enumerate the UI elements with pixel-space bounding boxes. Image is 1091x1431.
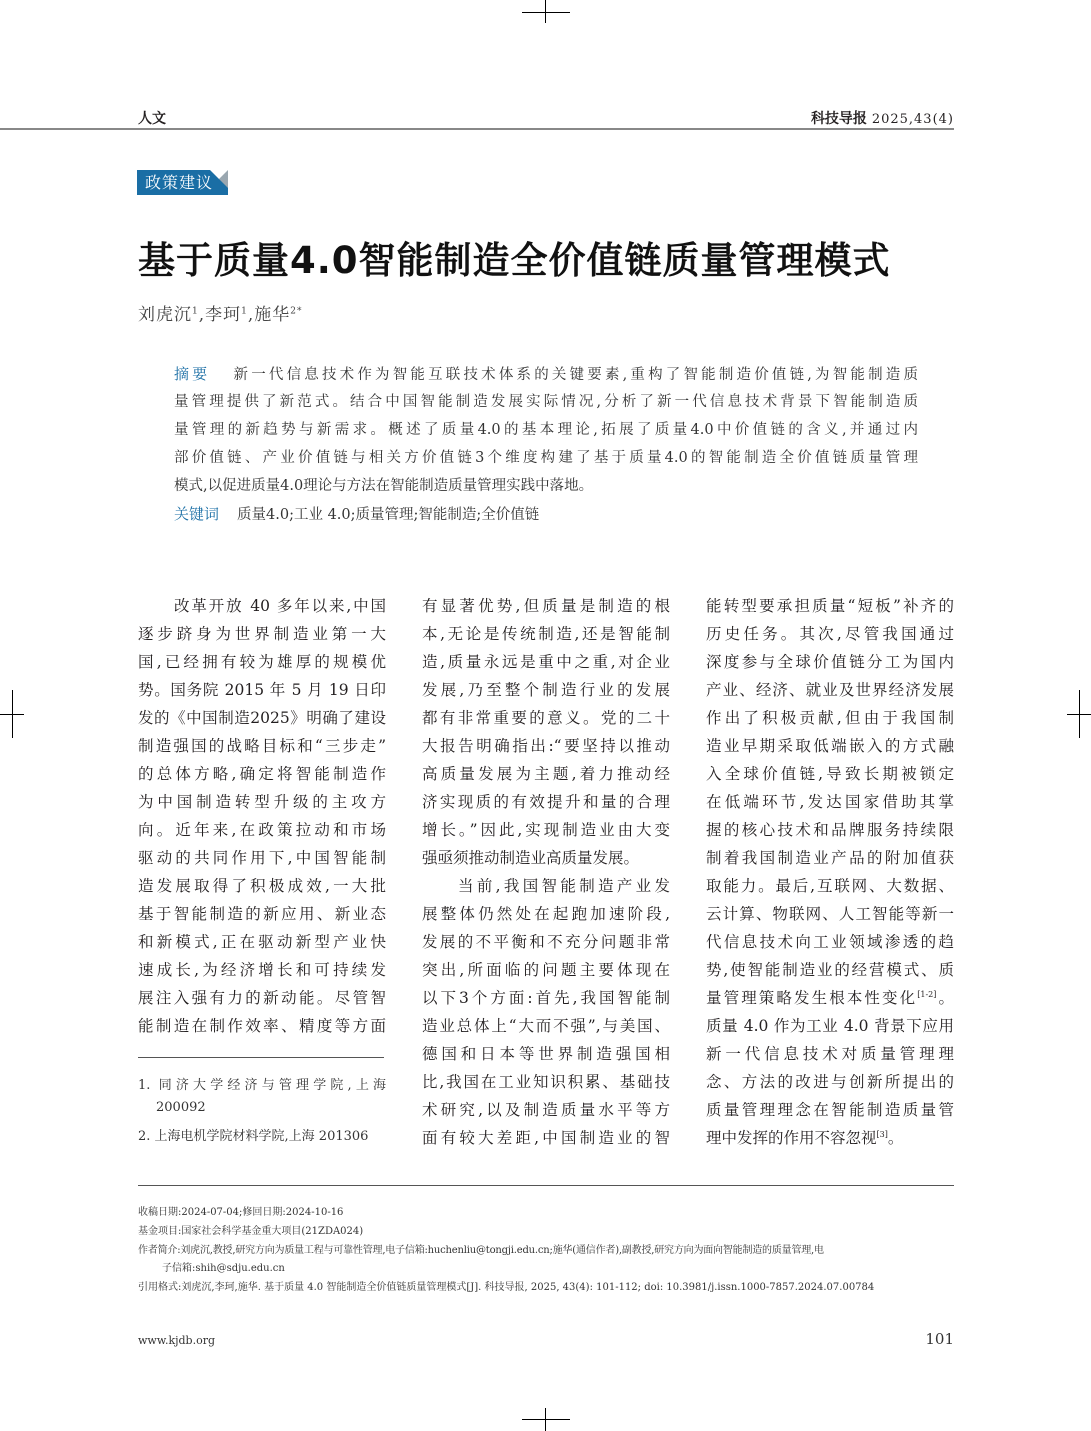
body-line	[706, 760, 954, 788]
crop-mark-left-h	[0, 714, 24, 715]
body-line	[706, 648, 954, 676]
body-text: 为中国制造转型升级的主攻方	[138, 793, 386, 811]
body-text: 历史任务。其次,尽管我国通过	[706, 625, 954, 643]
body-text: 基于智能制造的新应用、新业态	[138, 905, 386, 923]
body-text: 理中发挥的作用不容忽视	[706, 1129, 877, 1147]
body-line	[706, 844, 954, 872]
body-line	[422, 844, 670, 872]
body-line	[138, 676, 386, 704]
body-text: 质量管理理念在智能制造质量管	[706, 1101, 954, 1119]
body-column-1	[138, 592, 386, 1040]
author: 刘虎沉	[138, 305, 192, 325]
running-header-section: 人文	[138, 111, 166, 127]
body-line	[422, 1124, 670, 1152]
author-list	[138, 300, 303, 325]
body-text: 面有较大差距,中国制造业的智	[422, 1129, 670, 1147]
abstract-text: 量管理的新趋势与新需求。概述了质量4.0的基本理论,拓展了质量4.0中价值链的含义,并通过内	[174, 422, 918, 438]
abstract-line	[174, 388, 918, 416]
author-affiliation-mark: 1	[192, 306, 199, 317]
body-line	[706, 732, 954, 760]
punctuation: 。	[887, 1129, 904, 1147]
author-affiliation-mark: 1	[241, 306, 248, 317]
body-text: 势,使智能制造业的经营模式、质	[706, 961, 954, 979]
body-text: 驱动的共同作用下,中国智能制	[138, 849, 386, 867]
author-bio: 作者简介:刘虎沉,教授,研究方向为质量工程与可靠性管理,电子信箱:huchenliu@tongji.edu.cn;施华(通信作者),副教授,研究方向为面向智能制造的质量管理,电	[138, 1245, 824, 1256]
abstract-text: 部价值链、产业价值链与相关方价值链3个维度构建了基于质量4.0的智能制造全价值链质量管理	[174, 450, 918, 466]
body-text: 展整体仍然处在起跑加速阶段,	[422, 905, 670, 923]
body-text: 比,我国在工业知识积累、基础技	[422, 1073, 670, 1091]
page-number: 101	[925, 1330, 954, 1348]
body-line	[138, 872, 386, 900]
body-text: 质量 4.0 作为工业 4.0 背景下应用	[706, 1017, 954, 1035]
body-text: 以下3个方面:首先,我国智能制	[422, 989, 670, 1007]
body-text: 德国和日本等世界制造强国相	[422, 1045, 670, 1063]
body-line	[422, 816, 670, 844]
body-line	[138, 732, 386, 760]
article-title: 基于质量4.0智能制造全价值链质量管理模式	[138, 239, 891, 282]
body-text: 都有非常重要的意义。党的二十	[422, 709, 670, 727]
body-line	[706, 788, 954, 816]
body-line	[138, 816, 386, 844]
body-text: 产业、经济、就业及世界经济发展	[706, 681, 954, 699]
column-tag: 政策建议	[137, 170, 228, 195]
body-line	[422, 788, 670, 816]
journal-name: 科技导报	[810, 111, 867, 127]
body-line	[706, 620, 954, 648]
body-text: 国,已经拥有较为雄厚的规模优	[138, 653, 386, 671]
body-text: 突出,所面临的问题主要体现在	[422, 961, 670, 979]
body-text: 代信息技术向工业领域渗透的趋	[706, 933, 954, 951]
separator: ,	[198, 305, 206, 325]
body-line	[422, 620, 670, 648]
crop-mark-top-h	[522, 12, 570, 13]
body-line	[422, 984, 670, 1012]
body-text: 改革开放 40 多年以来,中国	[174, 597, 386, 615]
abstract-line	[174, 360, 918, 388]
body-text: 造发展取得了积极成效,一大批	[138, 877, 386, 895]
body-line	[422, 1068, 670, 1096]
body-line	[706, 956, 954, 984]
body-line	[422, 732, 670, 760]
body-text: 念、方法的改进与创新所提出的	[706, 1073, 954, 1091]
body-text: 新一代信息技术对质量管理理	[706, 1045, 954, 1063]
abstract-line	[174, 444, 918, 472]
affiliation-1: 1. 同济大学经济与管理学院,上海	[138, 1078, 386, 1093]
body-text: 本,无论是传统制造,还是智能制	[422, 625, 670, 643]
body-line	[138, 648, 386, 676]
body-line	[422, 1012, 670, 1040]
abstract	[174, 360, 918, 528]
body-line	[422, 1096, 670, 1124]
body-text: 造,质量永远是重中之重,对企业	[422, 653, 670, 671]
body-line	[138, 900, 386, 928]
body-line	[422, 928, 670, 956]
body-line	[138, 592, 386, 620]
body-text: 深度参与全球价值链分工为国内	[706, 653, 954, 671]
citation-link[interactable]: [3]	[876, 1130, 888, 1139]
author: 李珂	[205, 305, 242, 325]
body-text: 造业早期采取低端嵌入的方式融	[706, 737, 954, 755]
body-line	[706, 1068, 954, 1096]
body-line	[138, 760, 386, 788]
body-line	[422, 592, 670, 620]
running-header-journal	[811, 108, 954, 128]
abstract-text: 新一代信息技术作为智能互联技术体系的关键要素,重构了智能制造价值链,为智能制造质	[230, 367, 918, 383]
body-text: 发展的不平衡和不充分问题非常	[422, 933, 670, 951]
body-line	[706, 928, 954, 956]
body-text: 展注入强有力的新动能。尽管智	[138, 989, 386, 1007]
body-text: 速成长,为经济增长和可持续发	[138, 961, 386, 979]
body-text: 势。国务院 2015 年 5 月 19 日印	[138, 681, 386, 699]
body-line	[706, 816, 954, 844]
affiliation-1-postcode: 200092	[156, 1100, 206, 1115]
crop-mark-bottom-h	[522, 1419, 570, 1420]
body-text: 增长。”因此,实现制造业由大变	[422, 821, 670, 839]
body-column-3	[706, 592, 954, 1152]
body-line	[138, 620, 386, 648]
body-text: 有显著优势,但质量是制造的根	[422, 597, 670, 615]
keywords-label: 关键词	[174, 505, 220, 523]
body-line	[422, 676, 670, 704]
body-line	[706, 984, 954, 1012]
crop-mark-right-h	[1067, 714, 1091, 715]
body-line	[706, 872, 954, 900]
body-line	[422, 872, 670, 900]
body-text: 造业总体上“大而不强”,与美国、	[422, 1017, 670, 1035]
body-line	[422, 648, 670, 676]
author: 施华	[254, 305, 291, 325]
body-line	[138, 844, 386, 872]
body-text: 作出了积极贡献,但由于我国制	[706, 709, 954, 727]
body-line	[706, 592, 954, 620]
body-line	[422, 760, 670, 788]
body-text: 能转型要承担质量“短板”补齐的	[706, 597, 954, 615]
body-text: 在低端环节,发达国家借助其掌	[706, 793, 954, 811]
body-line	[138, 956, 386, 984]
body-line	[138, 704, 386, 732]
body-text: 济实现质的有效提升和量的合理	[422, 793, 670, 811]
footnote-rule	[138, 1057, 384, 1058]
body-text: 握的核心技术和品牌服务持续限	[706, 821, 954, 839]
journal-issue: 2025,43(4)	[871, 112, 954, 127]
body-text: 大报告明确指出:“要坚持以推动	[422, 737, 670, 755]
citation-format: 引用格式:刘虎沉,李珂,施华. 基于质量 4.0 智能制造全价值链质量管理模式[J]. 科技导报, 2025, 43(4): 101-112; doi: 10.3981/j.issn.1000-7857.2024.07.00784	[138, 1282, 875, 1293]
keywords-text: 质量4.0;工业 4.0;质量管理;智能制造;全价值链	[237, 507, 540, 523]
received-dates: 收稿日期:2024-07-04;修回日期:2024-10-16	[138, 1207, 344, 1218]
body-line	[422, 704, 670, 732]
body-text: 量管理策略发生根本性变化	[706, 989, 918, 1007]
body-text: 制着我国制造业产品的附加值获	[706, 849, 954, 867]
body-line	[706, 676, 954, 704]
meta-rule	[138, 1185, 954, 1186]
affiliation-2: 2. 上海电机学院材料学院,上海 201306	[138, 1129, 369, 1144]
body-line	[706, 1040, 954, 1068]
body-text: 制造强国的战略目标和“三步走”	[138, 737, 386, 755]
body-column-2	[422, 592, 670, 1152]
separator: ,	[247, 305, 255, 325]
fund-info: 基金项目:国家社会科学基金重大项目(21ZDA024)	[138, 1226, 364, 1237]
body-line	[422, 1040, 670, 1068]
body-line	[706, 1124, 954, 1152]
body-text: 强亟须推动制造业高质量发展。	[422, 849, 640, 867]
body-text: 能制造在制作效率、精度等方面	[138, 1017, 386, 1035]
body-text: 入全球价值链,导致长期被锁定	[706, 765, 954, 783]
abstract-label: 摘要	[174, 365, 211, 383]
body-text: 和新模式,正在驱动新型产业快	[138, 933, 386, 951]
body-line	[138, 788, 386, 816]
body-text: 发的《中国制造2025》明确了建设	[138, 709, 386, 727]
body-text: 当前,我国智能制造产业发	[458, 877, 670, 895]
body-line	[706, 704, 954, 732]
author-bio-cont: 子信箱:shih@sdju.edu.cn	[162, 1263, 285, 1274]
abstract-text: 量管理提供了新范式。结合中国智能制造发展实际情况,分析了新一代信息技术背景下智能制造质	[174, 394, 918, 410]
body-line	[706, 1012, 954, 1040]
body-text: 的总体方略,确定将智能制造作	[138, 765, 386, 783]
author-affiliation-mark: 2*	[290, 306, 303, 317]
body-line	[138, 984, 386, 1012]
body-text: 逐步跻身为世界制造业第一大	[138, 625, 386, 643]
abstract-text: 模式,以促进质量4.0理论与方法在智能制造质量管理实践中落地。	[174, 478, 594, 494]
body-line	[422, 956, 670, 984]
body-text: 高质量发展为主题,着力推动经	[422, 765, 670, 783]
punctuation: 。	[936, 989, 954, 1007]
abstract-line	[174, 416, 918, 444]
body-line	[422, 900, 670, 928]
body-text: 云计算、物联网、人工智能等新一	[706, 905, 954, 923]
body-text: 取能力。最后,互联网、大数据、	[706, 877, 954, 895]
body-text: 发展,乃至整个制造行业的发展	[422, 681, 670, 699]
body-line	[138, 1012, 386, 1040]
website-link[interactable]: www.kjdb.org	[138, 1334, 216, 1347]
citation-link[interactable]: [1-2]	[917, 990, 937, 999]
body-line	[138, 928, 386, 956]
body-line	[706, 1096, 954, 1124]
abstract-line	[174, 472, 918, 500]
body-text: 术研究,以及制造质量水平等方	[422, 1101, 670, 1119]
keywords	[174, 500, 918, 528]
body-line	[706, 900, 954, 928]
body-text: 向。近年来,在政策拉动和市场	[138, 821, 386, 839]
header-rule	[0, 128, 954, 130]
